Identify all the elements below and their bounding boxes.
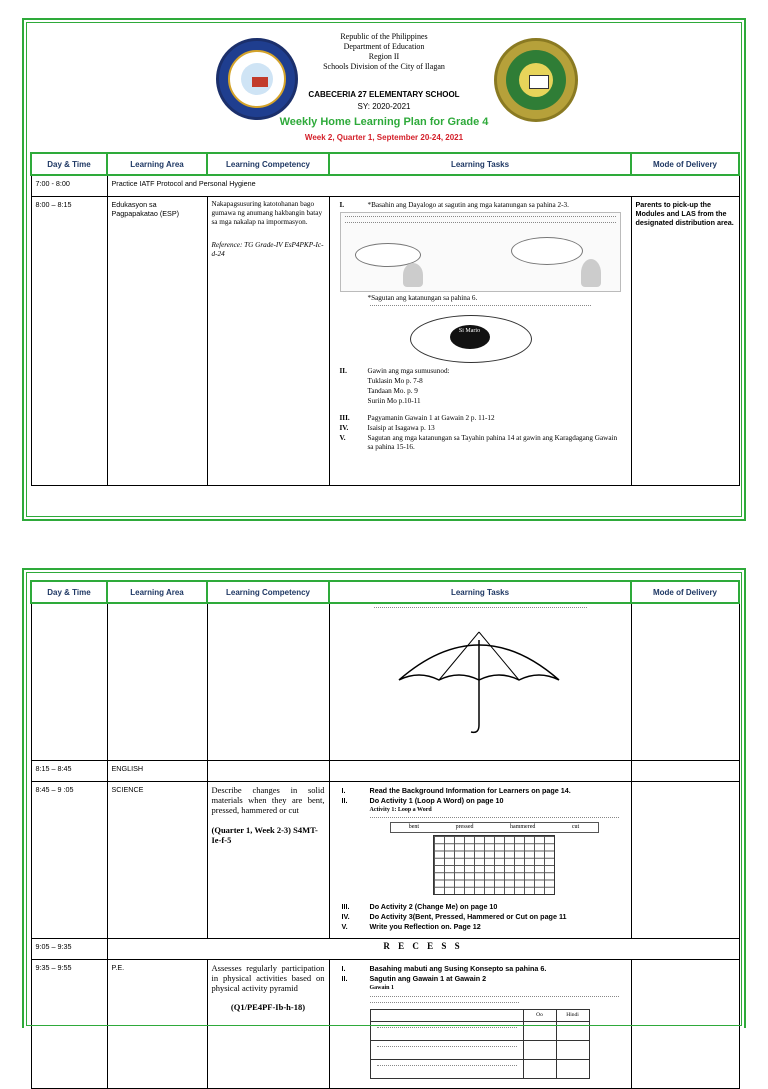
document-header	[24, 20, 744, 152]
table-row	[31, 175, 739, 197]
tasks-cell	[329, 782, 631, 939]
task-item: IV. Isaisip at Isagawa p. 13	[339, 424, 435, 432]
plan-page-2	[22, 568, 746, 1028]
task-item: II. Do Activity 1 (Loop A Word) on page 10	[341, 796, 504, 805]
competency-text: Describe changes in solid materials when they are bent, pressed, hammered or cut	[211, 785, 325, 815]
header-line: Department of Education	[343, 42, 425, 51]
competency-cell	[207, 782, 329, 939]
competency-code: (Quarter 1, Week 2-3) S4MT-Ie-f-5	[211, 825, 318, 845]
umbrella-illustration-cell	[329, 603, 631, 761]
loop-a-word-activity	[370, 806, 619, 902]
task-item: II. Gawin ang mga sumusunod:	[339, 367, 450, 375]
competency-code: (Q1/PE4PF-Ib-h-18)	[230, 1002, 306, 1012]
table-row	[31, 960, 739, 1089]
task-item: II. Sagutin ang Gawain 1 at Gawain 2	[341, 974, 487, 983]
table-header-row	[31, 153, 739, 175]
task-item: V. Write you Reflection on. Page 12	[341, 922, 481, 931]
col-header: Learning Competency	[207, 153, 329, 175]
tasks-cell	[329, 960, 631, 1089]
plan-title: Weekly Home Learning Plan for Grade 4	[279, 116, 489, 128]
school-seal-logo	[494, 38, 578, 122]
task-item: *Sagutan ang katanungan sa pahina 6.	[367, 294, 478, 302]
task-item: Suriin Mo p.10-11	[367, 397, 421, 405]
task-item: III. Pagyamanin Gawain 1 at Gawain 2 p. 11-12	[339, 414, 495, 422]
area-cell: ENGLISH	[107, 761, 207, 782]
task-item: III. Do Activity 2 (Change Me) on page 10	[341, 902, 498, 911]
task-item: Tuklasin Mo p. 7-8	[367, 377, 423, 385]
task-item: I. Read the Background Information for Learners on page 14.	[341, 786, 571, 795]
gawain-col: Oo	[523, 1010, 556, 1022]
dialogue-illustration	[340, 212, 621, 292]
col-header: Learning Competency	[207, 581, 329, 603]
school-year: SY: 2020-2021	[357, 102, 411, 111]
competency-text: Assesses regularly participation in physical activities based on physical activity pyramid	[211, 963, 325, 993]
competency-text: Nakapagsusuring katotohanan bago gumawa ng anumang hakbangin batay sa mga nakalap na impormasyon.	[211, 200, 323, 226]
time-cell: 8:00 – 8:15	[31, 197, 107, 486]
col-header: Learning Area	[107, 581, 207, 603]
character-wheel	[340, 305, 621, 367]
plan-page-1	[22, 18, 746, 521]
competency-cell	[207, 197, 329, 486]
time-cell: 8:45 – 9 :05	[31, 782, 107, 939]
plan-table-2	[30, 580, 740, 1089]
recess-label: R E C E S S	[107, 939, 739, 960]
competency-cell	[207, 960, 329, 1089]
task-item: V. Sagutan ang mga katanungan sa Tayahin pahina 14 at gawin ang Karagdagang Gawain sa pahina 15-16.	[339, 434, 618, 451]
activity-title: Activity 1: Loop a Word	[369, 807, 432, 813]
table-row	[31, 939, 739, 960]
time-cell: 9:35 – 9:55	[31, 960, 107, 1089]
col-header: Day & Time	[31, 581, 107, 603]
wheel-center-label: Si Mario	[450, 325, 490, 349]
task-item: I. *Basahin ang Dayalogo at sagutin ang mga katanungan sa pahina 2-3.	[339, 201, 569, 209]
task-item: I. Basahing mabuti ang Susing Konsepto sa pahina 6.	[341, 964, 547, 973]
activity-word: hammered	[510, 824, 536, 830]
table-row	[31, 603, 739, 761]
col-header: Learning Tasks	[329, 581, 631, 603]
task-item: Tandaan Mo. p. 9	[367, 387, 418, 395]
area-cell: SCIENCE	[107, 782, 207, 939]
area-cell: Edukasyon sa Pagpapakatao (ESP)	[107, 197, 207, 486]
header-line: Republic of the Philippines	[340, 32, 428, 41]
gawain-worksheet	[370, 984, 619, 1079]
reference-text: Reference: TG Grade-IV EsP4PKP-Ic-d-24	[211, 241, 324, 258]
task-item: IV. Do Activity 3(Bent, Pressed, Hammered or Cut on page 11	[341, 912, 567, 921]
col-header: Mode of Delivery	[631, 153, 739, 175]
activity-word: bent	[408, 824, 420, 830]
time-cell: 7:00 - 8:00	[31, 175, 107, 197]
gawain-title: Gawain 1	[369, 985, 395, 991]
col-header: Learning Tasks	[329, 153, 631, 175]
delivery-cell: Parents to pick-up the Modules and LAS from the designated distribution area.	[631, 197, 739, 486]
gawain-col: Hindi	[556, 1010, 589, 1022]
table-row	[31, 761, 739, 782]
table-row	[31, 782, 739, 939]
gawain-table	[370, 1009, 590, 1079]
school-name: CABECERIA 27 ELEMENTARY SCHOOL	[308, 90, 460, 99]
header-line: Schools Division of the City of Ilagan	[323, 62, 445, 71]
table-row	[31, 197, 739, 486]
agency-lines	[24, 32, 744, 72]
activity-word: pressed	[455, 824, 474, 830]
time-cell: 8:15 – 8:45	[31, 761, 107, 782]
plan-table-1	[30, 152, 740, 486]
table-header-row	[31, 581, 739, 603]
plan-week: Week 2, Quarter 1, September 20-24, 2021	[304, 133, 464, 142]
activity-word: cut	[571, 824, 580, 830]
word-search-grid	[433, 835, 555, 895]
col-header: Mode of Delivery	[631, 581, 739, 603]
umbrella-icon	[334, 610, 624, 740]
col-header: Learning Area	[107, 153, 207, 175]
tasks-cell	[329, 197, 631, 486]
time-cell: 9:05 – 9:35	[31, 939, 107, 960]
activity-cell: Practice IATF Protocol and Personal Hygiene	[107, 175, 739, 197]
header-line: Region II	[368, 52, 400, 61]
area-cell: P.E.	[107, 960, 207, 1089]
col-header: Day & Time	[31, 153, 107, 175]
